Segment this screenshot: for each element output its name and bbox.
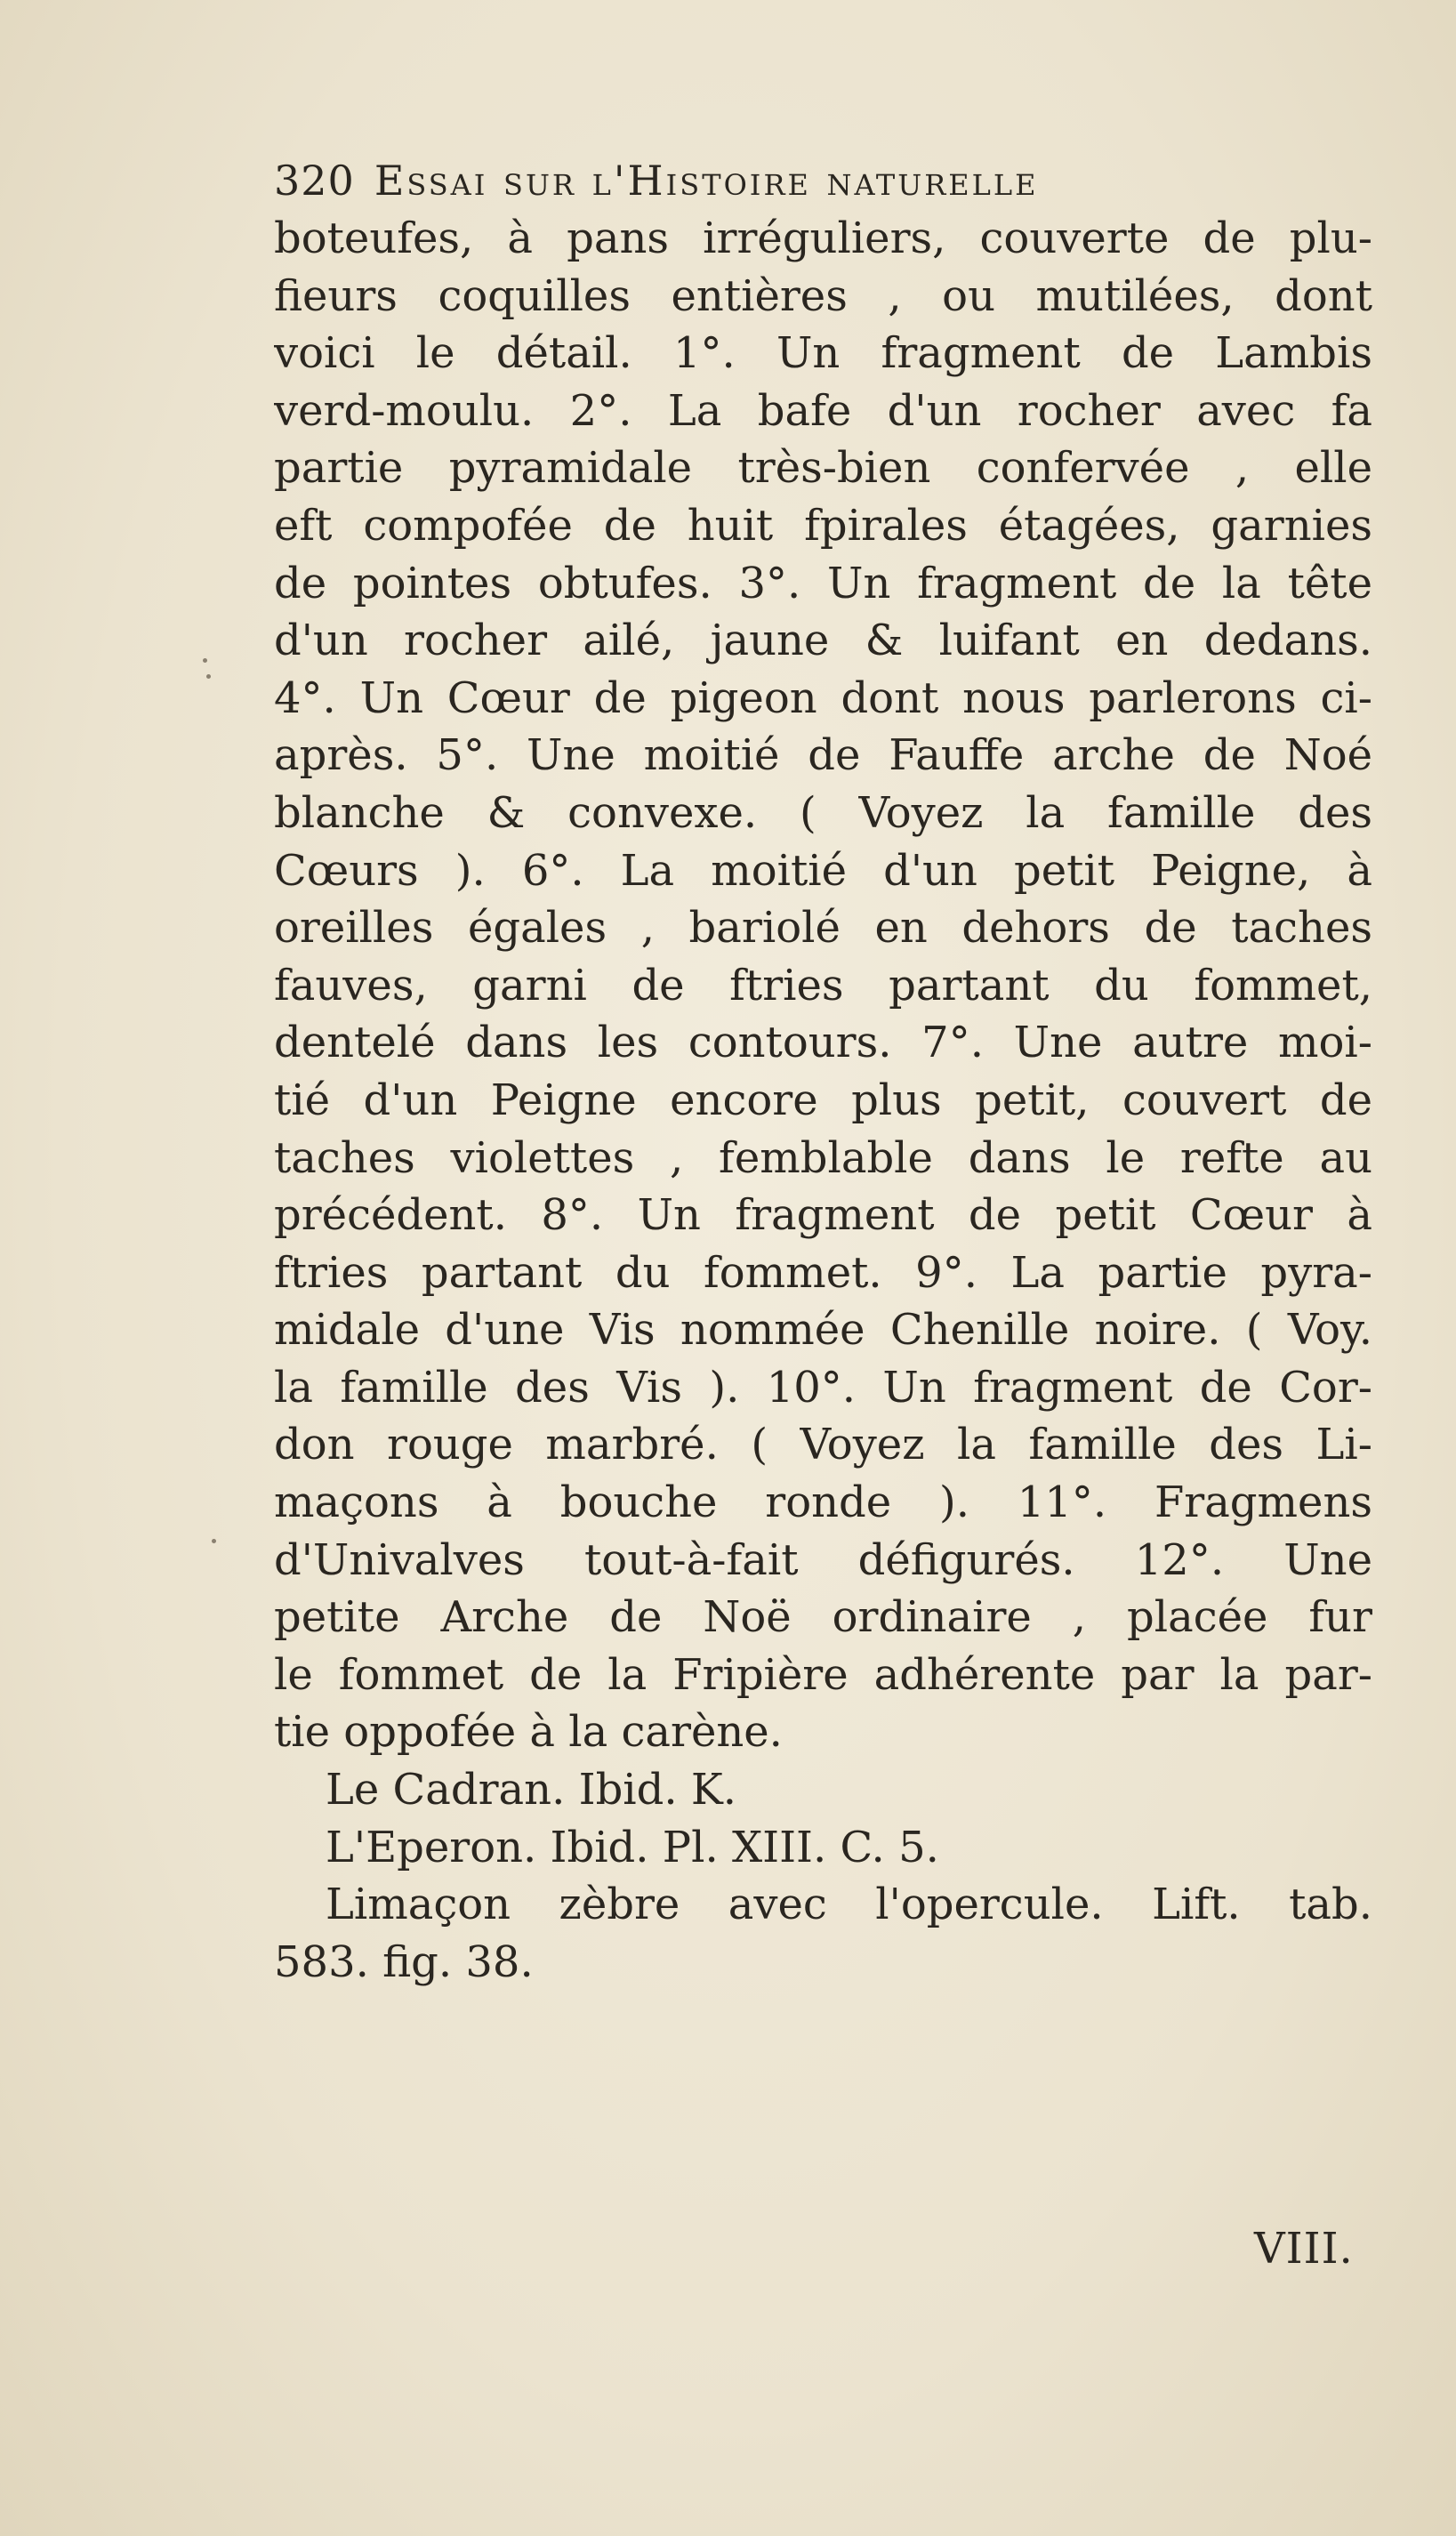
- running-title: Essai sur l'Histoire naturelle: [374, 157, 1039, 205]
- text-line: oreilles égales , bariolé en dehors de taches: [274, 903, 1372, 954]
- text-line: d'un rocher ailé, jaune & luifant en dedans.: [274, 616, 1372, 666]
- margin-speck: [212, 1539, 216, 1543]
- margin-speck: [206, 674, 211, 679]
- text-line: de pointes obtufes. 3°. Un fragment de la tête: [274, 558, 1372, 608]
- text-line: dentelé dans les contours. 7°. Une autre moi-: [274, 1018, 1372, 1068]
- text-line: voici le détail. 1°. Un fragment de Lambis: [274, 328, 1372, 379]
- text-line: don rouge marbré. ( Voyez la famille des Li-: [274, 1420, 1372, 1470]
- body-text: [274, 210, 1372, 1991]
- entry-line: Le Cadran. Ibid. K.: [326, 1765, 736, 1815]
- text-line: précédent. 8°. Un fragment de petit Cœur à: [274, 1190, 1372, 1241]
- text-line: partie pyramidale très-bien confervée , elle: [274, 443, 1372, 494]
- text-line: la famille des Vis ). 10°. Un fragment de Cor-: [274, 1362, 1372, 1413]
- text-line: ftries partant du fommet. 9°. La partie pyra-: [274, 1247, 1372, 1298]
- text-line: maçons à bouche ronde ). 11°. Fragmens: [274, 1477, 1372, 1528]
- text-line: le fommet de la Fripière adhérente par la par-: [274, 1649, 1372, 1700]
- text-line: fauves, garni de ftries partant du fommet,: [274, 960, 1372, 1010]
- margin-speck: [203, 658, 207, 663]
- text-line: midale d'une Vis nommée Chenille noire. ( Voy.: [274, 1305, 1372, 1356]
- text-line: fieurs coquilles entières , ou mutilées, dont: [274, 270, 1372, 321]
- text-line: d'Univalves tout-à-fait défigurés. 12°. Une: [274, 1534, 1372, 1585]
- text-line: verd-moulu. 2°. La bafe d'un rocher avec fa: [274, 385, 1372, 436]
- text-line: après. 5°. Une moitié de Fauffe arche de Noé: [274, 730, 1372, 781]
- text-line: tié d'un Peigne encore plus petit, couvert de: [274, 1075, 1372, 1125]
- text-line: 4°. Un Cœur de pigeon dont nous parlerons ci-: [274, 672, 1372, 723]
- page-number: 320: [274, 157, 355, 205]
- signature-mark: VIII.: [1254, 2224, 1354, 2274]
- text-line: boteufes, à pans irréguliers, couverte de plu-: [274, 213, 1372, 263]
- text-line: eft compofée de huit fpirales étagées, garnies: [274, 500, 1372, 551]
- text-line: petite Arche de Noë ordinaire , placée fur: [274, 1592, 1372, 1643]
- running-header: [274, 157, 1368, 205]
- entry-line: 583. fig. 38.: [274, 1936, 534, 1987]
- text-line: Cœurs ). 6°. La moitié d'un petit Peigne, à: [274, 845, 1372, 896]
- text-line: taches violettes , femblable dans le refte au: [274, 1132, 1372, 1183]
- text-line: blanche & convexe. ( Voyez la famille des: [274, 787, 1372, 838]
- entry-line: L'Eperon. Ibid. Pl. XIII. C. 5.: [326, 1822, 939, 1872]
- entry-line: Limaçon zèbre avec l'opercule. Lift. tab.: [326, 1880, 1372, 1930]
- text-line: tie oppofée à la carène.: [274, 1707, 783, 1758]
